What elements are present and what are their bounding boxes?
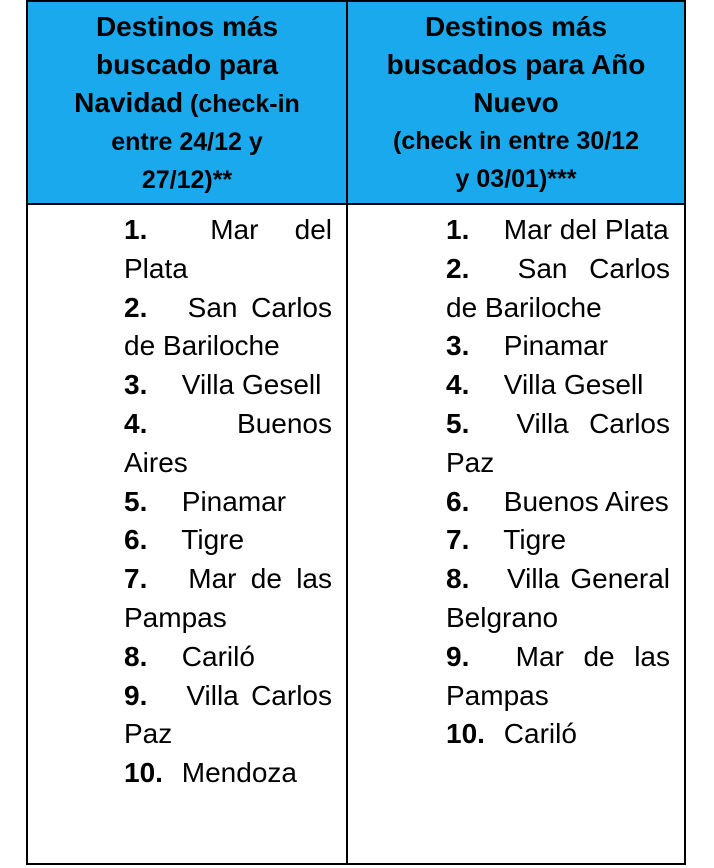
list-item	[124, 638, 332, 677]
navidad-cell	[28, 205, 348, 863]
item-number: 6.	[124, 524, 148, 556]
header-anio-line: (check in entre 30/12	[393, 127, 639, 155]
list-item	[446, 560, 670, 638]
header-anio-nuevo	[348, 2, 684, 203]
item-name: Buenos Aires	[124, 407, 332, 478]
item-name: Villa Gesell	[503, 369, 644, 401]
item-number: 4.	[124, 407, 148, 439]
table-body-row	[28, 205, 684, 863]
item-number: 1.	[124, 214, 148, 245]
list-item	[124, 483, 332, 522]
item-name: Pinamar	[181, 485, 287, 517]
list-item	[446, 483, 670, 522]
item-name: Mar de las Pampas	[124, 563, 332, 633]
header-anio-line: Destinos más	[424, 11, 608, 42]
item-number: 3.	[446, 330, 470, 362]
item-name: Villa Gesell	[181, 369, 322, 401]
list-item	[446, 366, 670, 405]
list-item	[124, 366, 332, 405]
list-item	[446, 638, 670, 716]
header-navidad	[28, 2, 348, 203]
item-number: 7.	[446, 524, 470, 556]
list-item	[446, 715, 670, 754]
item-number: 10.	[124, 757, 163, 789]
header-navidad-line	[28, 84, 346, 123]
header-anio-line: buscados para Año	[386, 49, 646, 80]
list-item	[446, 211, 670, 250]
item-name: Mar de las Pampas	[446, 640, 671, 711]
item-name: Tigre	[503, 524, 567, 556]
list-item	[124, 560, 332, 638]
item-name: San Carlos de Bariloche	[124, 291, 333, 362]
item-name: San Carlos de Bariloche	[446, 252, 671, 323]
list-item	[446, 405, 670, 483]
list-item	[124, 211, 332, 289]
list-item	[124, 754, 332, 793]
header-navidad-line: buscado para	[95, 49, 279, 80]
item-number: 8.	[124, 640, 148, 672]
destinations-table	[26, 0, 686, 865]
item-number: 9.	[446, 640, 470, 672]
anio-nuevo-cell	[348, 205, 684, 863]
table-header-row	[28, 2, 684, 205]
item-number: 5.	[124, 485, 148, 517]
item-number: 3.	[124, 369, 148, 401]
anio-nuevo-list	[446, 211, 670, 754]
item-number: 10.	[446, 718, 485, 750]
item-name: Mendoza	[181, 757, 297, 789]
header-navidad-line: entre 24/12 y	[111, 128, 263, 156]
header-navidad-checkin: (check-in	[183, 90, 300, 118]
header-navidad-line: 27/12)**	[141, 166, 233, 194]
item-name: Mar del Plata	[503, 214, 669, 245]
header-anio-line: y 03/01)***	[455, 165, 577, 193]
item-number: 2.	[124, 291, 148, 323]
item-name: Villa Carlos Paz	[446, 407, 670, 478]
item-number: 6.	[446, 485, 470, 517]
navidad-list	[124, 211, 332, 793]
item-number: 1.	[446, 214, 470, 245]
list-item	[124, 289, 332, 367]
header-navidad-line: Destinos más	[95, 11, 279, 42]
item-number: 7.	[124, 563, 148, 595]
item-name: Villa Carlos Paz	[124, 679, 332, 750]
item-number: 2.	[446, 252, 470, 284]
list-item	[124, 405, 332, 483]
item-number: 8.	[446, 563, 470, 595]
item-name: Buenos Aires	[503, 485, 669, 517]
list-item	[124, 677, 332, 755]
header-navidad-word: Navidad	[74, 87, 184, 118]
item-name: Mar del Plata	[124, 214, 332, 284]
item-number: 4.	[446, 369, 470, 401]
item-name: Cariló	[503, 718, 577, 750]
item-name: Villa General Belgrano	[446, 563, 671, 633]
list-item	[446, 327, 670, 366]
item-name: Cariló	[181, 640, 255, 672]
list-item	[124, 521, 332, 560]
item-name: Pinamar	[503, 330, 609, 362]
item-number: 5.	[446, 407, 470, 439]
list-item	[446, 250, 670, 328]
item-number: 9.	[124, 679, 148, 711]
header-anio-line: Nuevo	[473, 87, 559, 118]
item-name: Tigre	[181, 524, 245, 556]
list-item	[446, 521, 670, 560]
